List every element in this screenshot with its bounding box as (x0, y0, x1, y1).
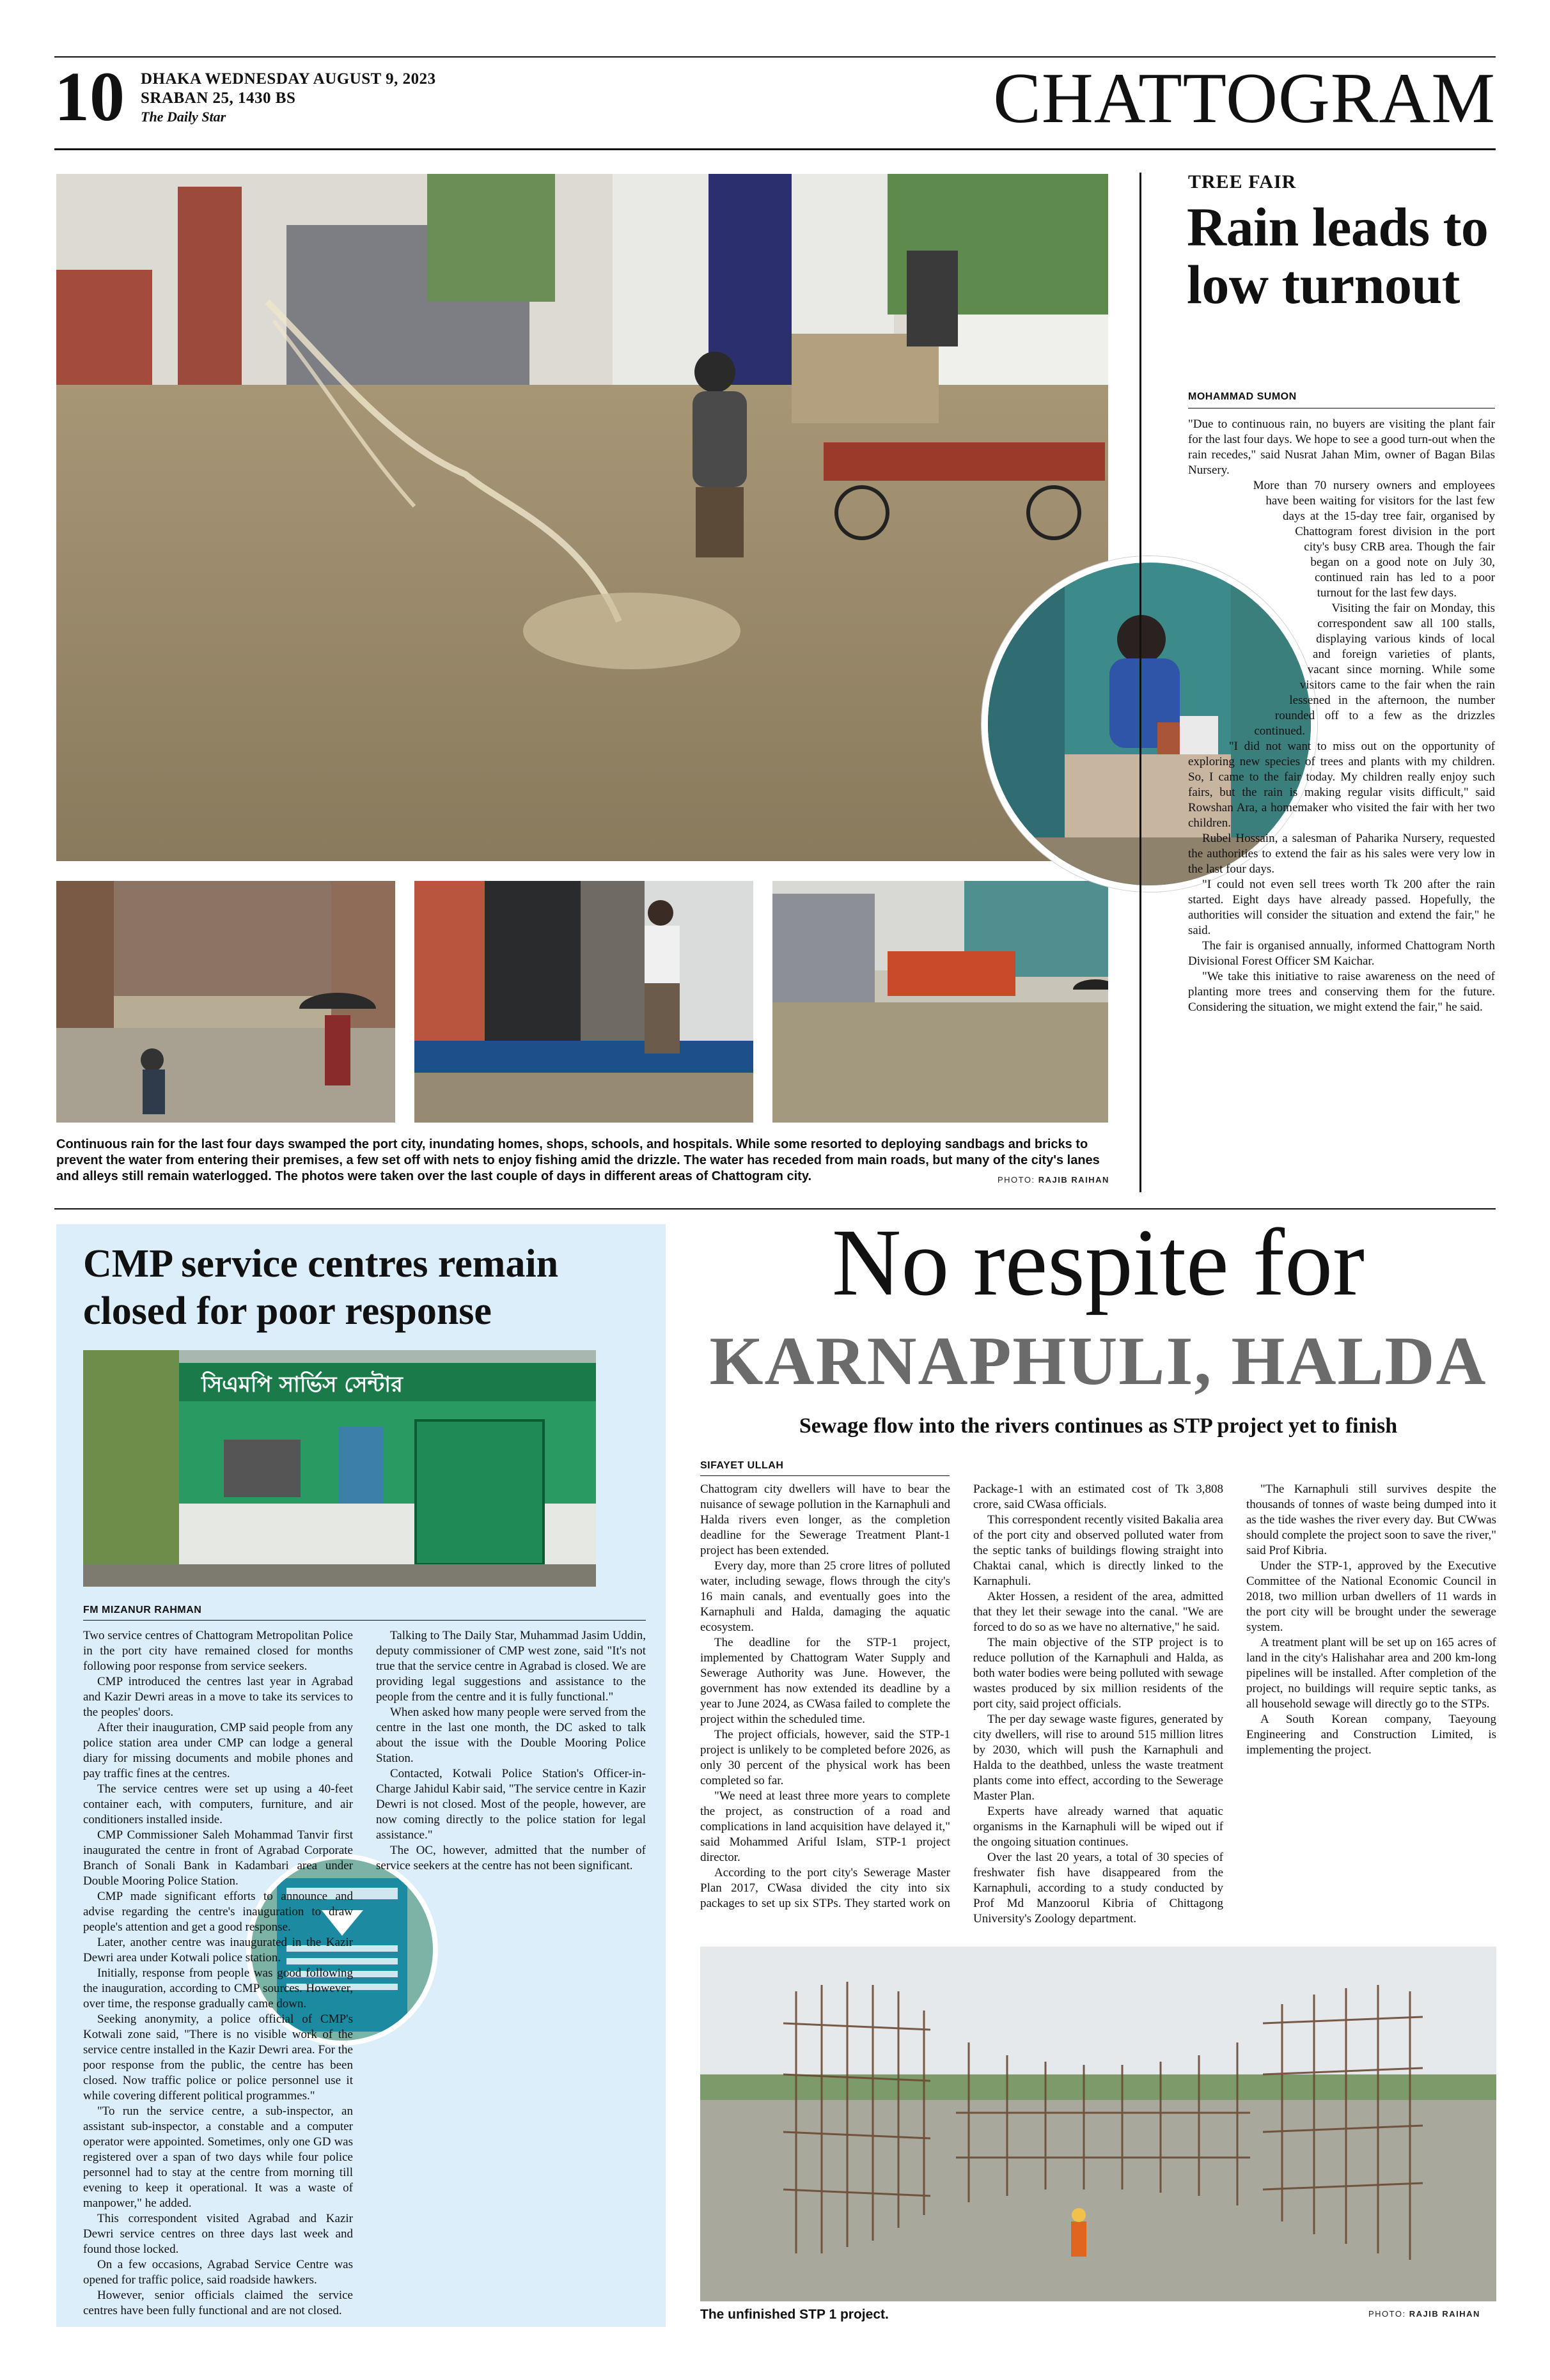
paragraph: Chattogram city dwellers will have to bear the nuisance of sewage pollution in the Karnaphuli and Halda rivers even longer, as the completion deadline for the Sewerage Treatment Plant-1 project has been extended. (700, 1482, 950, 1557)
credit-label: PHOTO: (998, 1175, 1035, 1185)
stp-caption: The unfinished STP 1 project. (700, 2307, 889, 2322)
credit-name: RAJIB RAIHAN (1409, 2309, 1480, 2319)
paragraph: "Due to continuous rain, no buyers are visiting the plant fair for the last four days. We hope to see a good turn-out when the rain recedes," said Nusrat Jahan Mim, owner of Bagan Bilas Nursery. (1188, 417, 1495, 477)
paragraph: "The Karnaphuli still survives despite the thousands of tonnes of waste being dumped into it as the tide washes the river every day. But CWwas should complete the project soon to save the river," said Prof Kibria. (1246, 1482, 1496, 1557)
flood-caption: Continuous rain for the last four days swamped the port city, inundating homes, shops, schools, and hospitals. While some resorted to deploying sandbags and bricks to prevent the water from entering their premises, a few set off with nets to enjoy fishing amid the drizzle. The water has receded from main roads, but many of the city's lanes and alleys still remain waterlogged. The photos were taken over the last couple of days in different areas of Chattogram city. (56, 1137, 1100, 1183)
paragraph: The fair is organised annually, informed Chattogram North Divisional Forest Officer SM Kaichar. (1188, 939, 1495, 968)
paragraph: A treatment plant will be set up on 165 acres of land in the city's Halishahar area and 200 km-long pipelines will be installed. After completion of the project, no buildings will require septic tanks, as all household sewage will directly go to the STPs. (1246, 1636, 1496, 1711)
paragraph: The OC, however, admitted that the number of service seekers at the centre has not been significant. (376, 1844, 646, 1872)
flood-photo-credit (998, 1175, 1109, 1185)
cmp-headline: CMP service centres remain closed for poor response (83, 1242, 559, 1333)
paragraph: After their inauguration, CMP said people from any police station area under CMP can lodge a general diary for missing documents and mobile phones and pay traffic fines at the centres. (83, 1721, 353, 1780)
paragraph: Visiting the fair on Monday, this correspondent saw all 100 stalls, displaying various kinds of local and foreign varieties of plants, vacant since morning. While some visitors came to the fair when the rain lessened in the afternoon, the number rounded off to a few as the drizzles continued. (1254, 602, 1495, 738)
paragraph: Later, another centre was inaugurated in the Kazir Dewri area under Kotwali police station. (83, 1936, 353, 1964)
paragraph: Talking to The Daily Star, Muhammad Jasim Uddin, deputy commissioner of CMP west zone, said "It's not true that the service centre in Agrabad is closed. We are providing legal suggestions and assistance to the people from the centre and it is fully functional." (376, 1629, 646, 1704)
paragraph: This correspondent visited Agrabad and Kazir Dewri service centres on three days last week and found those locked. (83, 2212, 353, 2256)
paragraph: A South Korean company, Taeyoung Engineering and Construction Limited, is implementing the project. (1246, 1713, 1496, 1757)
paragraph: The main objective of the STP project is to reduce pollution of the Karnaphuli and Halda, as both water bodies were being polluted with sewage wastes produced by six million residents of the port city, said project officials. (973, 1636, 1223, 1711)
container-sign: সিএমপি সার্ভিস সেন্টার (201, 1372, 403, 1397)
tree-fair-headline: Rain leads to low turnout (1187, 196, 1489, 315)
byline-rule (83, 1620, 646, 1621)
paragraph: "I did not want to miss out on the opportunity of exploring new species of trees and plants with my children. So, I came to the fair today. My children really enjoy such fairs, but the rain is making regular visits difficult," said Rowshan Ara, a homemaker who visited the fair with her two children. (1188, 740, 1495, 830)
karnaphuli-byline: SIFAYET ULLAH (700, 1460, 784, 1471)
top-rule (54, 56, 1496, 58)
credit-name: RAJIB RAIHAN (1038, 1175, 1109, 1185)
bangla-date: SRABAN 25, 1430 BS (141, 89, 296, 107)
paragraph: Initially, response from people was good following the inauguration, according to CMP sources. However, over time, the response gradually came down. (83, 1966, 353, 2011)
paragraph: The deadline for the STP-1 project, implemented by Chattogram Water Supply and Sewerage Authority was June. However, the government has now extended its deadline by a year to June 2024, as CWasa failed to complete the project within the scheduled time. (700, 1636, 950, 1726)
paragraph: The project officials, however, said the STP-1 project is unlikely to be completed before 2026, as only 30 percent of the physical work has been completed so far. (700, 1728, 950, 1787)
paragraph: "To run the service centre, a sub-inspector, an assistant sub-inspector, a constable and a computer operator were appointed. Sometimes, only one GD was registered over a span of two days while four police personnel had to stay at the centre from morning till evening to keep it operational. It was a waste of manpower," he added. (83, 2104, 353, 2210)
cmp-byline: FM MIZANUR RAHMAN (83, 1605, 202, 1615)
paragraph: Akter Hossen, a resident of the area, admitted that they let their sewage into the canal. "We are forced to do so as we have no alternative," he said. (973, 1590, 1223, 1634)
paragraph: Under the STP-1, approved by the Executive Committee of the National Economic Council in 2018, two million urban dwellers of 11 wards in the port city will be brought under the sewerage system. (1246, 1559, 1496, 1634)
cmp-body (83, 1628, 646, 2319)
paragraph: According to the port city's Sewerage Master Plan 2017, CWasa divided the city into six packages to set up six STPs. They started work on Package-1 with an estimated cost of Tk 3,808 crore, said CWasa officials. (700, 1482, 1223, 1910)
date-line: DHAKA WEDNESDAY AUGUST 9, 2023 (141, 70, 436, 88)
paragraph: "I could not even sell trees worth Tk 200 after the rain started. Eight days have already passed. Hopefully, the authorities will consider the situation and extend the fair," he said. (1188, 878, 1495, 937)
flood-photo-market (772, 881, 1108, 1123)
paper-logo: The Daily Star (141, 109, 226, 125)
paragraph: When asked how many people were served from the centre in the last one month, the DC asked to talk about the issue with the Double Mooring Police Station. (376, 1706, 646, 1765)
cmp-container-photo (83, 1350, 596, 1587)
paragraph: However, senior officials claimed the service centres have been fully functional and are not closed. (83, 2289, 353, 2317)
karnaphuli-body (700, 1482, 1496, 1939)
paragraph: "We take this initiative to raise awareness on the need of planting more trees and conserving them for the future. Considering the situation, we might extend the fair," he said. (1188, 970, 1495, 1014)
section-title: CHATTOGRAM (993, 59, 1496, 138)
credit-label: PHOTO: (1368, 2309, 1406, 2319)
paragraph: Rubel Hossain, a salesman of Paharika Nursery, requested the authorities to extend the fair as his sales were very low in the last four days. (1188, 832, 1495, 876)
paragraph: CMP Commissioner Saleh Mohammad Tanvir first inaugurated the centre in front of Agrabad Corporate Branch of Sonali Bank in Kadambari area under Double Mooring Police Station. (83, 1828, 353, 1888)
paragraph: Contacted, Kotwali Police Station's Officer-in-Charge Jahidul Kabir said, "The service centre in Kazir Dewri is not closed. Most of the people, however, are now coming directly to the police station for legal assistance." (376, 1767, 646, 1842)
tree-fair-body (1188, 417, 1495, 1198)
paragraph: The per day sewage waste figures, generated by city dwellers, will rise to around 515 million litres by 2030, which will push the Karnaphuli and Halda to the deathbed, unless the waste treatment plants come into effect, according to the Sewerage Master Plan. (973, 1713, 1223, 1803)
paragraph: On a few occasions, Agrabad Service Centre was opened for traffic police, said roadside hawkers. (83, 2258, 353, 2287)
karnaphuli-subhead: Sewage flow into the rivers continues as STP project yet to finish (799, 1414, 1398, 1438)
paragraph: More than 70 nursery owners and employees have been waiting for visitors for the last few days at the 15-day tree fair, organised by Chattogram forest division in the port city's busy CRB area. Though the fair began on a good note on July 30, continued rain has led to a poor turnout for the last few days. (1253, 479, 1495, 600)
flood-photo-street (56, 881, 395, 1123)
flood-main-photo (56, 174, 1108, 861)
column-divider (1139, 173, 1141, 1192)
paragraph: This correspondent recently visited Bakalia area of the port city and observed polluted water from the septic tanks of buildings flowing straight into Chaktai canal, which is directly linked to the Karnaphuli. (973, 1513, 1223, 1588)
paragraph: CMP made significant efforts to announce and advise regarding the centre's inauguration to draw people's attention and get a good response. (83, 1890, 353, 1934)
karnaphuli-headline-top: No respite for (831, 1209, 1365, 1316)
paragraph: "We need at least three more years to complete the project, as construction of a road and complications in land acquisition have delayed it," said Mohammed Ariful Islam, STP-1 project director. (700, 1789, 950, 1864)
tree-fair-kicker: TREE FAIR (1188, 171, 1297, 192)
paragraph: CMP introduced the centres last year in Agrabad and Kazir Dewri areas in a move to take its services to the peoples' doors. (83, 1675, 353, 1719)
tree-fair-byline: MOHAMMAD SUMON (1188, 391, 1297, 402)
byline-rule (700, 1475, 950, 1476)
masthead-rule (54, 148, 1496, 150)
paragraph: Every day, more than 25 crore litres of polluted water, including sewage, flows through the city's 16 main canals, and eventually goes into the Karnaphuli and Halda, damaging the aquatic ecosystem. (700, 1559, 950, 1634)
flood-photo-doorway (414, 881, 753, 1123)
karnaphuli-headline-bottom: KARNAPHULI, HALDA (709, 1323, 1487, 1399)
paragraph: Experts have already warned that aquatic organisms in the Karnaphuli will be wiped out if the ongoing situation continues. (973, 1805, 1223, 1849)
stp-construction-photo (700, 1947, 1496, 2301)
stp-photo-credit (1368, 2309, 1480, 2319)
paragraph: Two service centres of Chattogram Metropolitan Police in the port city have remained closed for months following poor response from service seekers. (83, 1629, 353, 1673)
paragraph: Seeking anonymity, a police official of CMP's Kotwali zone said, "There is no visible work of the service centre installed in the Kazir Dewri area. For the poor response from the public, the centre has been closed. Now traffic police or police personnel use it while covering different political programmes." (83, 2012, 353, 2103)
page-number: 10 (54, 58, 125, 136)
paragraph: Over the last 20 years, a total of 30 species of freshwater fish have disappeared from the Karnaphuli, according to a study conducted by Prof Md Manzoorul Kibria of Chittagong University's Zoology department. (973, 1851, 1223, 1925)
paragraph: The service centres were set up using a 40-feet container each, with computers, furniture, and air conditioners installed inside. (83, 1782, 353, 1826)
